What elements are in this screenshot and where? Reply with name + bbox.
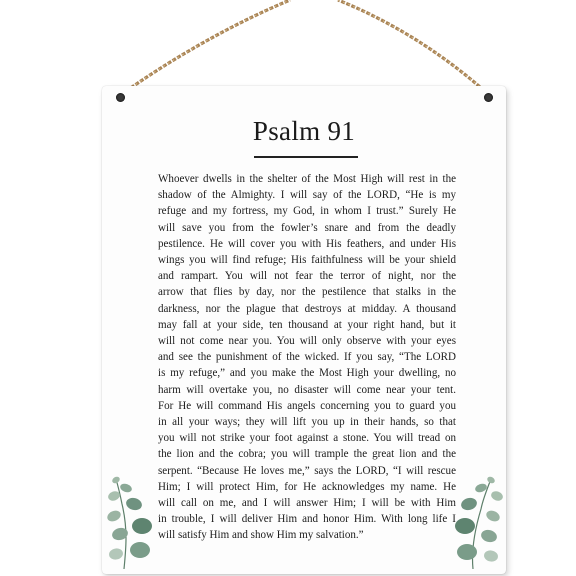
- text-line: is my refuge,” and you make the Most High your dwelling, no: [158, 367, 456, 380]
- text-line: Whoever dwells in the shelter of the Most High will rest in the: [158, 173, 456, 185]
- text-line: will call on me, and I will answer Him; I will be with Him: [158, 497, 456, 510]
- text-line: will save you from the fowler’s snare and from the deadly: [158, 221, 456, 234]
- eucalyptus-sprig-left-icon: [106, 474, 166, 569]
- text-line: may fall at your side, ten thousand at your right hand, but it: [158, 318, 456, 331]
- text-line: Him; I will protect Him, for He acknowledges my name. He: [158, 480, 456, 493]
- text-line: and see the punishment of the wicked. If you say, “The LORD: [158, 351, 456, 364]
- hanging-hole-left: [116, 93, 125, 102]
- title-underline: [254, 156, 358, 158]
- text-line: wings you will find refuge; His faithfulness will be your shield: [158, 254, 456, 267]
- plaque-title: Psalm 91: [252, 116, 356, 146]
- text-line: shadow of the Almighty. I will say of the LORD, “He is my: [158, 189, 456, 202]
- text-line: and rampart. You will not fear the terror of night, nor the: [158, 270, 456, 283]
- text-line: will satisfy Him and show Him my salvation.”: [158, 529, 364, 542]
- text-line: harm will overtake you, no disaster will come near your tent.: [158, 383, 456, 396]
- text-line: For He will command His angels concerning you to guard you: [158, 399, 456, 412]
- eucalyptus-sprig-right-icon: [445, 474, 505, 569]
- text-line: you will not strike your foot against a stone. You will tread on: [158, 432, 456, 445]
- text-line: refuge and my fortress, my God, in whom I trust.” Surely He: [158, 205, 456, 218]
- text-line: darkness, nor the plague that destroys at midday. A thousand: [158, 302, 456, 315]
- text-line: the lion and the cobra; you will trample the great lion and the: [158, 448, 456, 461]
- text-line: in trouble, I will deliver Him and honor Him. With long life I: [158, 513, 456, 526]
- wall-plaque: [102, 86, 506, 574]
- text-line: arrow that flies by day, nor the pestilence that stalks in the: [158, 286, 456, 299]
- hanging-hole-right: [484, 93, 493, 102]
- text-line: will not come near you. You will only observe with your eyes: [158, 335, 456, 348]
- text-line: in all your ways; they will lift you up in their hands, so that: [158, 416, 456, 429]
- text-line: pestilence. He will cover you with His feathers, and under His: [158, 237, 456, 250]
- text-line: serpent. “Because He loves me,” says the LORD, “I will rescue: [158, 464, 456, 477]
- psalm-text: [158, 171, 456, 544]
